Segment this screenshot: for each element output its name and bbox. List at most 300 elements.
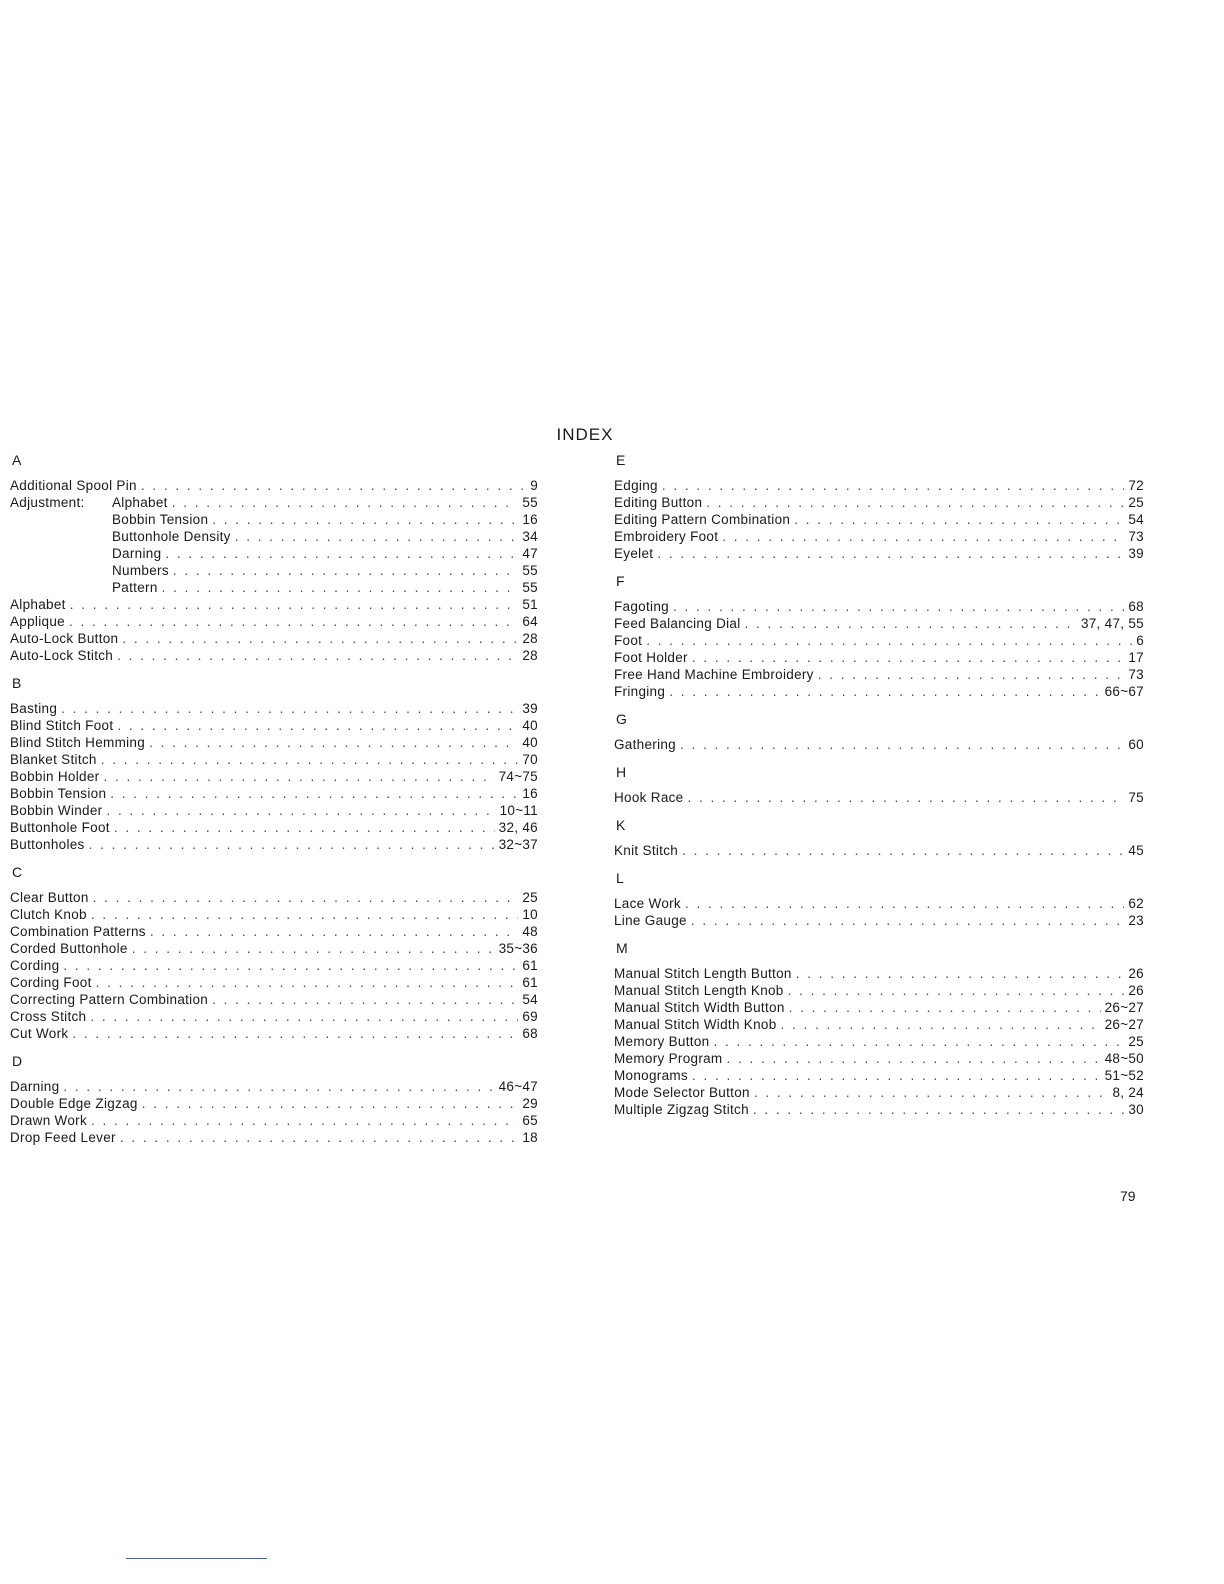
entry-label: Drop Feed Lever [10, 1130, 116, 1145]
dot-leader [788, 982, 1125, 999]
entry-label: Cording Foot [10, 975, 92, 990]
index-left-column [10, 452, 538, 1157]
entry-page: 46~47 [498, 1079, 538, 1094]
entry-page: 66~67 [1104, 684, 1144, 699]
entry-label-wrap [10, 1129, 116, 1146]
entry-page: 69 [522, 1009, 538, 1024]
dot-leader [682, 842, 1124, 859]
index-entry [10, 751, 538, 768]
index-entry [10, 940, 538, 957]
entry-label: Pattern [112, 580, 158, 595]
entry-page: 29 [522, 1096, 538, 1111]
dot-leader [673, 598, 1124, 615]
dot-leader [687, 789, 1124, 806]
entry-label: Editing Button [614, 495, 703, 510]
dot-leader [93, 889, 519, 906]
entry-label-wrap [614, 1033, 709, 1050]
entry-page: 30 [1128, 1102, 1144, 1117]
entry-label: Foot [614, 633, 643, 648]
section-letter: K [616, 817, 626, 833]
index-entry [614, 477, 1144, 494]
section-letter: F [616, 573, 625, 589]
entry-label: Cross Stitch [10, 1009, 87, 1024]
entry-label-wrap [10, 785, 106, 802]
index-entry [10, 511, 538, 528]
entry-label-wrap [614, 598, 669, 615]
entry-page: 8, 24 [1112, 1085, 1144, 1100]
entry-label-wrap [10, 717, 113, 734]
entry-label: Knit Stitch [614, 843, 679, 858]
entry-label: Cording [10, 958, 60, 973]
entry-label-wrap [614, 477, 658, 494]
entry-label: Applique [10, 614, 65, 629]
dot-leader [685, 895, 1124, 912]
entry-label-wrap [10, 974, 92, 991]
dot-leader [818, 666, 1125, 683]
dot-leader [61, 700, 518, 717]
index-entry [614, 1084, 1144, 1101]
index-entry [614, 982, 1144, 999]
entry-label-wrap [10, 1008, 86, 1025]
entry-page: 25 [1128, 1034, 1144, 1049]
dot-leader [149, 734, 518, 751]
entry-label-wrap [10, 836, 85, 853]
index-entry [614, 999, 1144, 1016]
index-section [614, 711, 1144, 753]
entry-label: Bobbin Holder [10, 769, 100, 784]
entry-label: Monograms [614, 1068, 688, 1083]
entry-page: 48~50 [1104, 1051, 1144, 1066]
dot-leader [120, 1129, 519, 1146]
dot-leader [69, 613, 518, 630]
entry-label-wrap [10, 1112, 87, 1129]
entry-page: 32~37 [498, 837, 538, 852]
entry-label-wrap [10, 1095, 138, 1112]
index-entry [614, 545, 1144, 562]
index-section [10, 452, 538, 664]
entry-label: Mode Selector Button [614, 1085, 750, 1100]
entry-label: Buttonholes [10, 837, 85, 852]
entry-label-wrap [614, 528, 718, 545]
dot-leader [680, 736, 1124, 753]
entry-label: Correcting Pattern Combination [10, 992, 209, 1007]
entry-label-wrap [614, 895, 681, 912]
dot-leader [722, 528, 1124, 545]
entry-label-wrap [614, 545, 653, 562]
entry-label-wrap [10, 751, 97, 768]
dot-leader [117, 647, 518, 664]
entry-label: Multiple Zigzag Stitch [614, 1102, 749, 1117]
entry-page: 60 [1128, 737, 1144, 752]
index-entry [614, 1101, 1144, 1118]
entry-label: Manual Stitch Width Button [614, 1000, 785, 1015]
entry-label-wrap [10, 545, 161, 562]
entry-label: Bobbin Tension [112, 512, 209, 527]
entry-label: Feed Balancing Dial [614, 616, 741, 631]
index-section [10, 864, 538, 1042]
entry-label: Lace Work [614, 896, 681, 911]
entry-label-wrap [614, 632, 642, 649]
entry-label: Clutch Knob [10, 907, 87, 922]
entry-label: Auto-Lock Button [10, 631, 119, 646]
dot-leader [162, 579, 519, 596]
entry-label-wrap [10, 647, 113, 664]
entry-label: Buttonhole Foot [10, 820, 110, 835]
entry-page: 72 [1128, 478, 1144, 493]
entry-label-wrap [10, 1078, 59, 1095]
index-entry [614, 736, 1144, 753]
entry-page: 40 [522, 718, 538, 733]
entry-page: 28 [522, 631, 538, 646]
entry-label: Manual Stitch Length Button [614, 966, 792, 981]
index-entry [10, 819, 538, 836]
dot-leader [91, 1112, 518, 1129]
dot-leader [669, 683, 1100, 700]
index-section [614, 764, 1144, 806]
dot-leader [657, 545, 1124, 562]
section-letter: A [12, 452, 22, 468]
index-entry [10, 836, 538, 853]
dot-leader [90, 1008, 518, 1025]
entry-page: 10~11 [499, 803, 538, 818]
section-letter: B [12, 675, 22, 691]
index-section [10, 675, 538, 853]
index-entry [10, 494, 538, 511]
dot-leader [117, 717, 518, 734]
entry-label-wrap [614, 649, 688, 666]
entry-label-wrap [10, 562, 169, 579]
entry-page: 16 [522, 786, 538, 801]
dot-leader [96, 974, 519, 991]
entry-label: Drawn Work [10, 1113, 88, 1128]
entry-label: Manual Stitch Width Knob [614, 1017, 777, 1032]
page-number: 79 [1120, 1188, 1136, 1204]
entry-label-wrap [10, 957, 59, 974]
entry-label: Fringing [614, 684, 666, 699]
entry-page: 47 [522, 546, 538, 561]
index-entry [614, 1033, 1144, 1050]
entry-label: Combination Patterns [10, 924, 146, 939]
entry-label-wrap [614, 666, 814, 683]
index-entry [614, 598, 1144, 615]
entry-page: 54 [522, 992, 538, 1007]
dot-leader [114, 819, 495, 836]
dot-leader [235, 528, 519, 545]
entry-label-wrap [10, 991, 208, 1008]
dot-leader [101, 751, 519, 768]
entry-label: Buttonhole Density [112, 529, 231, 544]
entry-page: 34 [522, 529, 538, 544]
index-section [614, 940, 1144, 1118]
entry-label-wrap [10, 613, 65, 630]
index-entry [10, 957, 538, 974]
entry-label: Bobbin Winder [10, 803, 103, 818]
entry-label: Auto-Lock Stitch [10, 648, 114, 663]
entry-label-wrap [614, 683, 665, 700]
dot-leader [91, 906, 519, 923]
index-entry [10, 906, 538, 923]
dot-leader [646, 632, 1132, 649]
entry-label-wrap [614, 789, 683, 806]
dot-leader [89, 836, 495, 853]
divider-line [126, 1558, 267, 1559]
index-entry [614, 842, 1144, 859]
dot-leader [110, 785, 518, 802]
dot-leader [142, 1095, 519, 1112]
entry-page: 25 [1128, 495, 1144, 510]
dot-leader [165, 545, 518, 562]
entry-label: Darning [10, 1079, 60, 1094]
entry-label: Hook Race [614, 790, 684, 805]
section-letter: D [12, 1053, 23, 1069]
entry-label-wrap [614, 615, 741, 632]
entry-label: Bobbin Tension [10, 786, 107, 801]
entry-page: 61 [522, 958, 538, 973]
dot-leader [141, 477, 526, 494]
entry-label: Blanket Stitch [10, 752, 97, 767]
entry-page: 68 [1128, 599, 1144, 614]
dot-leader [173, 562, 519, 579]
dot-leader [726, 1050, 1100, 1067]
index-section [10, 1053, 538, 1146]
entry-prefix: Adjustment: [10, 495, 85, 510]
entry-page: 51~52 [1104, 1068, 1144, 1083]
index-entry [614, 912, 1144, 929]
page-title: INDEX [556, 425, 614, 444]
dot-leader [662, 477, 1125, 494]
entry-label-wrap [10, 630, 118, 647]
entry-label: Blind Stitch Hemming [10, 735, 146, 750]
index-entry [10, 991, 538, 1008]
index-right-column [614, 452, 1144, 1129]
entry-label: Blind Stitch Foot [10, 718, 114, 733]
entry-label: Editing Pattern Combination [614, 512, 791, 527]
entry-page: 64 [522, 614, 538, 629]
entry-page: 73 [1128, 529, 1144, 544]
entry-label-wrap [10, 802, 102, 819]
section-letter: M [616, 940, 628, 956]
entry-label-wrap [614, 999, 785, 1016]
entry-page: 18 [522, 1130, 538, 1145]
entry-label: Alphabet [10, 597, 66, 612]
section-letter: L [616, 870, 624, 886]
entry-label-wrap [10, 528, 231, 545]
index-section [614, 817, 1144, 859]
entry-page: 26 [1128, 966, 1144, 981]
dot-leader [754, 1084, 1109, 1101]
dot-leader [745, 615, 1077, 632]
entry-label: Edging [614, 478, 658, 493]
index-entry [10, 700, 538, 717]
entry-label-wrap [10, 494, 168, 511]
entry-label: Fagoting [614, 599, 669, 614]
index-entry [10, 802, 538, 819]
entry-label-wrap [10, 889, 89, 906]
entry-page: 26~27 [1104, 1000, 1144, 1015]
entry-label: Manual Stitch Length Knob [614, 983, 784, 998]
index-entry [10, 1078, 538, 1095]
entry-page: 28 [522, 648, 538, 663]
index-entry [10, 528, 538, 545]
entry-label: Memory Program [614, 1051, 723, 1066]
index-entry [10, 613, 538, 630]
index-entry [10, 1129, 538, 1146]
entry-label: Corded Buttonhole [10, 941, 128, 956]
entry-page: 35~36 [498, 941, 538, 956]
index-entry [10, 596, 538, 613]
entry-page: 74~75 [498, 769, 538, 784]
entry-label: Memory Button [614, 1034, 710, 1049]
entry-label-wrap [614, 982, 784, 999]
dot-leader [753, 1101, 1124, 1118]
entry-page: 48 [522, 924, 538, 939]
index-entry [10, 1112, 538, 1129]
index-entry [10, 974, 538, 991]
dot-leader [103, 768, 494, 785]
entry-page: 55 [522, 563, 538, 578]
entry-label: Foot Holder [614, 650, 688, 665]
dot-leader [692, 1067, 1101, 1084]
entry-label-wrap [614, 842, 678, 859]
index-entry [10, 1008, 538, 1025]
index-entry [614, 1067, 1144, 1084]
section-letter: C [12, 864, 23, 880]
dot-leader [172, 494, 519, 511]
entry-page: 9 [530, 478, 538, 493]
index-entry [10, 545, 538, 562]
dot-leader [789, 999, 1101, 1016]
entry-label: Additional Spool Pin [10, 478, 137, 493]
index-entry [614, 649, 1144, 666]
entry-label: Free Hand Machine Embroidery [614, 667, 814, 682]
index-section [614, 573, 1144, 700]
entry-label-wrap [614, 1101, 749, 1118]
index-entry [10, 785, 538, 802]
entry-page: 62 [1128, 896, 1144, 911]
dot-leader [63, 1078, 494, 1095]
entry-label-wrap [614, 494, 702, 511]
index-entry [614, 666, 1144, 683]
dot-leader [72, 1025, 518, 1042]
index-entry [10, 630, 538, 647]
entry-label: Line Gauge [614, 913, 687, 928]
dot-leader [713, 1033, 1124, 1050]
entry-page: 54 [1128, 512, 1144, 527]
entry-page: 45 [1128, 843, 1144, 858]
entry-page: 61 [522, 975, 538, 990]
dot-leader [63, 957, 518, 974]
index-entry [614, 528, 1144, 545]
entry-label-wrap [10, 477, 137, 494]
dot-leader [692, 649, 1125, 666]
entry-label-wrap [614, 1084, 750, 1101]
index-entry [10, 477, 538, 494]
entry-label-wrap [10, 819, 110, 836]
section-letter: G [616, 711, 627, 727]
entry-label: Basting [10, 701, 58, 716]
entry-page: 73 [1128, 667, 1144, 682]
index-entry [10, 562, 538, 579]
dot-leader [796, 965, 1125, 982]
dot-leader [781, 1016, 1101, 1033]
entry-page: 40 [522, 735, 538, 750]
index-section [614, 452, 1144, 562]
entry-label: Clear Button [10, 890, 89, 905]
section-letter: H [616, 764, 627, 780]
entry-label-wrap [614, 1067, 688, 1084]
dot-leader [106, 802, 495, 819]
index-section [614, 870, 1144, 929]
dot-leader [794, 511, 1124, 528]
entry-label-wrap [614, 736, 676, 753]
entry-label-wrap [614, 511, 790, 528]
entry-label-wrap [10, 734, 145, 751]
entry-label: Darning [112, 546, 162, 561]
entry-label: Gathering [614, 737, 676, 752]
index-entry [10, 734, 538, 751]
dot-leader [132, 940, 495, 957]
index-entry [10, 647, 538, 664]
entry-page: 25 [522, 890, 538, 905]
dot-leader [212, 991, 518, 1008]
entry-label: Cut Work [10, 1026, 69, 1041]
entry-page: 39 [1128, 546, 1144, 561]
dot-leader [212, 511, 518, 528]
entry-label: Numbers [112, 563, 169, 578]
index-entry [614, 683, 1144, 700]
entry-label-wrap [614, 1050, 722, 1067]
index-entry [10, 1025, 538, 1042]
entry-page: 37, 47, 55 [1080, 616, 1144, 631]
entry-page: 75 [1128, 790, 1144, 805]
entry-page: 55 [522, 580, 538, 595]
index-entry [10, 768, 538, 785]
index-entry [614, 895, 1144, 912]
index-entry [614, 511, 1144, 528]
entry-page: 26 [1128, 983, 1144, 998]
index-entry [10, 717, 538, 734]
entry-page: 65 [522, 1113, 538, 1128]
index-entry [614, 789, 1144, 806]
entry-label-wrap [614, 1016, 777, 1033]
index-entry [614, 1016, 1144, 1033]
index-entry [614, 632, 1144, 649]
entry-page: 55 [522, 495, 538, 510]
entry-page: 17 [1128, 650, 1144, 665]
entry-label-wrap [10, 700, 57, 717]
entry-label-wrap [10, 579, 158, 596]
dot-leader [122, 630, 518, 647]
entry-label-wrap [614, 965, 792, 982]
index-entry [10, 1095, 538, 1112]
entry-label-wrap [614, 912, 687, 929]
entry-label: Eyelet [614, 546, 654, 561]
index-entry [10, 923, 538, 940]
entry-label-wrap [10, 768, 99, 785]
entry-page: 26~27 [1104, 1017, 1144, 1032]
dot-leader [70, 596, 519, 613]
entry-label-wrap [10, 511, 208, 528]
entry-label: Embroidery Foot [614, 529, 719, 544]
dot-leader [691, 912, 1125, 929]
entry-label: Double Edge Zigzag [10, 1096, 138, 1111]
entry-label-wrap [10, 596, 66, 613]
entry-page: 16 [522, 512, 538, 527]
index-entry [614, 615, 1144, 632]
entry-label-wrap [10, 940, 128, 957]
entry-page: 39 [522, 701, 538, 716]
entry-label-wrap [10, 1025, 68, 1042]
